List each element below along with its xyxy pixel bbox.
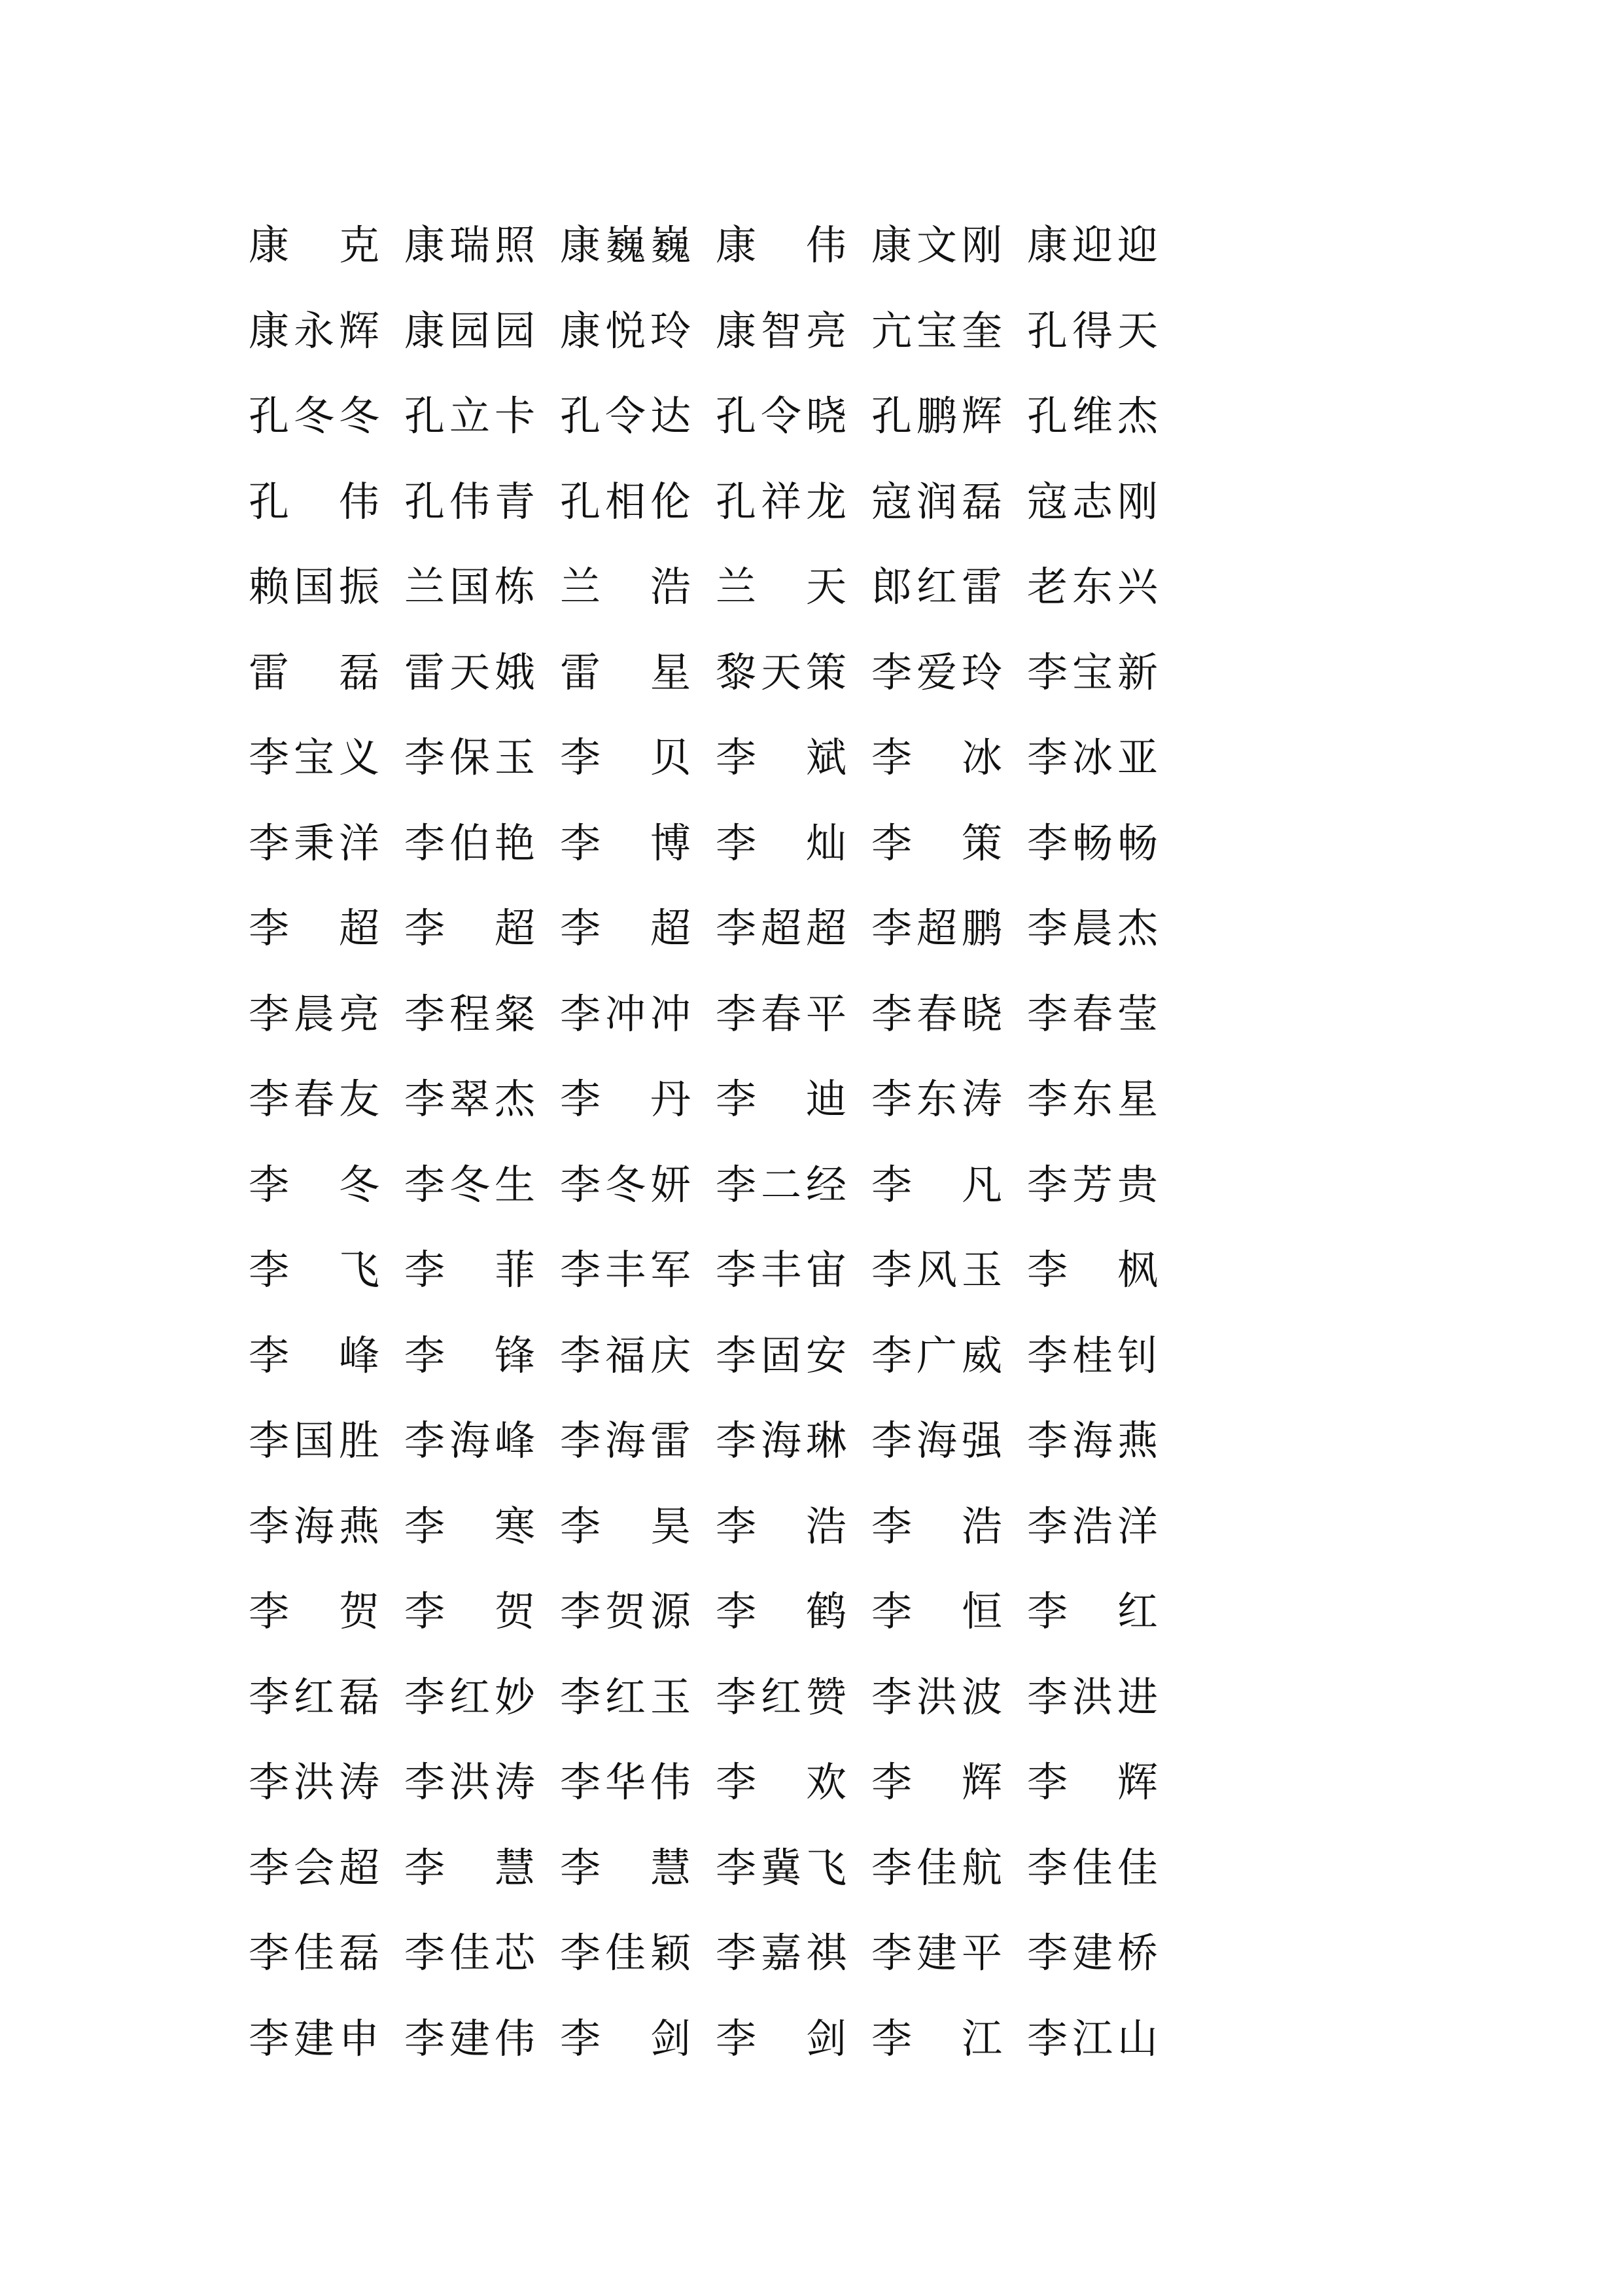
name-entry: 李 洪 涛 xyxy=(404,1758,536,1806)
name-entry: 李 红 妙 xyxy=(404,1672,536,1721)
name-entry: 康 巍 巍 xyxy=(560,221,691,269)
name-entry: 李 东 涛 xyxy=(871,1075,1003,1123)
name-entry: 李 洪 波 xyxy=(871,1672,1003,1721)
name-entry: 李 秉 洋 xyxy=(249,819,380,867)
name-entry: 李 超 xyxy=(404,904,536,952)
name-entry: 李 会 超 xyxy=(249,1843,380,1892)
name-entry: 李 浩 xyxy=(716,1502,847,1550)
name-entry: 李 冰 xyxy=(871,733,1003,781)
name-entry: 李 畅 畅 xyxy=(1027,819,1159,867)
name-entry: 孔 立 卡 xyxy=(404,392,536,440)
name-entry: 李 辉 xyxy=(1027,1758,1159,1806)
name-entry: 李 海 峰 xyxy=(404,1417,536,1464)
name-entry: 雷 天 娥 xyxy=(404,648,536,696)
name-entry: 李 红 磊 xyxy=(249,1672,380,1721)
name-entry: 李 峰 xyxy=(249,1331,380,1379)
name-entry: 孔 鹏 辉 xyxy=(871,392,1003,440)
name-entry: 李 二 经 xyxy=(716,1160,847,1209)
name-entry: 李 博 xyxy=(560,819,691,867)
name-entry: 李 晨 亮 xyxy=(249,989,380,1038)
name-entry: 郎 红 雷 xyxy=(871,563,1003,610)
name-entry: 李 伯 艳 xyxy=(404,819,536,867)
name-entry: 孔 相 伦 xyxy=(560,477,691,525)
name-entry: 李 剑 xyxy=(716,2014,847,2062)
name-entry: 兰 天 xyxy=(716,563,847,610)
name-entry: 李 超 xyxy=(249,904,380,952)
name-entry: 孔 冬 冬 xyxy=(249,392,380,440)
name-entry: 李 国 胜 xyxy=(249,1417,380,1464)
name-entry: 李 飞 xyxy=(249,1246,380,1294)
name-entry: 康 永 辉 xyxy=(249,306,380,355)
name-entry: 李 嘉 祺 xyxy=(716,1929,847,1977)
name-entry: 李 冬 生 xyxy=(404,1160,536,1209)
name-entry: 李 菲 xyxy=(404,1246,536,1294)
name-entry: 孔 伟 青 xyxy=(404,477,536,525)
name-entry: 李 冰 亚 xyxy=(1027,733,1159,781)
name-entry: 黎 天 策 xyxy=(716,648,847,696)
name-entry: 康 园 园 xyxy=(404,306,536,355)
name-entry: 李 东 星 xyxy=(1027,1075,1159,1123)
name-entry: 康 悦 玲 xyxy=(560,306,691,355)
name-entry: 李 宝 新 xyxy=(1027,648,1159,696)
name-entry: 李 昊 xyxy=(560,1502,691,1550)
name-entry: 李 程 粲 xyxy=(404,989,536,1038)
name-entry: 李 海 燕 xyxy=(1027,1417,1159,1464)
name-entry: 老 东 兴 xyxy=(1027,563,1159,610)
name-entry: 李 洪 进 xyxy=(1027,1672,1159,1721)
name-entry: 李 海 雷 xyxy=(560,1417,691,1464)
name-entry: 李 灿 xyxy=(716,819,847,867)
name-entry: 李 红 玉 xyxy=(560,1672,691,1721)
name-entry: 寇 润 磊 xyxy=(871,477,1003,525)
name-entry: 康 瑞 照 xyxy=(404,221,536,269)
name-entry: 李 斌 xyxy=(716,733,847,781)
name-entry: 李 寒 xyxy=(404,1502,536,1550)
name-entry: 李 浩 xyxy=(871,1502,1003,1550)
name-entry: 李 贺 源 xyxy=(560,1587,691,1635)
name-entry: 李 保 玉 xyxy=(404,733,536,781)
name-entry: 李 春 莹 xyxy=(1027,989,1159,1038)
name-entry: 兰 国 栋 xyxy=(404,563,536,610)
name-entry: 李 桂 钊 xyxy=(1027,1331,1159,1379)
name-entry: 李 丰 宙 xyxy=(716,1246,847,1294)
name-entry: 李 佳 航 xyxy=(871,1843,1003,1892)
name-entry: 雷 磊 xyxy=(249,648,380,696)
name-entry: 李 江 山 xyxy=(1027,2014,1159,2062)
name-entry: 李 迪 xyxy=(716,1075,847,1123)
name-entry: 李 爱 玲 xyxy=(871,648,1003,696)
name-entry: 李 慧 xyxy=(404,1843,536,1892)
name-entry: 李 贺 xyxy=(249,1587,380,1635)
name-entry: 孔 令 达 xyxy=(560,392,691,440)
name-entry: 李 福 庆 xyxy=(560,1331,691,1379)
name-entry: 李 丰 军 xyxy=(560,1246,691,1294)
name-entry: 李 丹 xyxy=(560,1075,691,1123)
name-entry: 李 海 琳 xyxy=(716,1417,847,1464)
name-entry: 寇 志 刚 xyxy=(1027,477,1159,525)
name-entry: 李 剑 xyxy=(560,2014,691,2062)
name-entry: 李 贝 xyxy=(560,733,691,781)
name-entry: 李 超 xyxy=(560,904,691,952)
name-entry: 李 建 申 xyxy=(249,2014,380,2062)
name-entry: 李 春 友 xyxy=(249,1075,380,1123)
name-entry: 兰 浩 xyxy=(560,563,691,610)
name-entry: 李 浩 洋 xyxy=(1027,1502,1159,1550)
name-entry: 李 鹤 xyxy=(716,1587,847,1635)
name-entry: 康 伟 xyxy=(716,221,847,269)
name-entry: 李 红 赞 xyxy=(716,1672,847,1721)
name-entry: 李 固 安 xyxy=(716,1331,847,1379)
name-entry: 孔 得 天 xyxy=(1027,306,1159,355)
name-entry: 亢 宝 奎 xyxy=(871,306,1003,355)
name-entry: 李 枫 xyxy=(1027,1246,1159,1294)
name-entry: 李 风 玉 xyxy=(871,1246,1003,1294)
name-entry: 李 冀 飞 xyxy=(716,1843,847,1892)
name-entry: 李 佳 芯 xyxy=(404,1929,536,1977)
name-entry: 李 冬 xyxy=(249,1160,380,1209)
name-entry: 李 冲 冲 xyxy=(560,989,691,1038)
name-entry: 李 洪 涛 xyxy=(249,1758,380,1806)
name-entry: 李 佳 颖 xyxy=(560,1929,691,1977)
name-entry: 孔 令 晓 xyxy=(716,392,847,440)
name-entry: 康 迎 迎 xyxy=(1027,221,1159,269)
name-entry: 康 智 亮 xyxy=(716,306,847,355)
name-entry: 李 欢 xyxy=(716,1758,847,1806)
name-entry: 李 佳 磊 xyxy=(249,1929,380,1977)
name-entry: 雷 星 xyxy=(560,648,691,696)
name-entry: 李 建 伟 xyxy=(404,2014,536,2062)
name-entry: 李 佳 佳 xyxy=(1027,1843,1159,1892)
name-entry: 李 芳 贵 xyxy=(1027,1160,1159,1209)
name-entry: 李 海 强 xyxy=(871,1417,1003,1464)
name-entry: 李 凡 xyxy=(871,1160,1003,1209)
name-entry: 李 慧 xyxy=(560,1843,691,1892)
name-entry: 李 锋 xyxy=(404,1331,536,1379)
name-entry: 李 春 晓 xyxy=(871,989,1003,1038)
name-entry: 李 超 鹏 xyxy=(871,904,1003,952)
name-entry: 李 恒 xyxy=(871,1587,1003,1635)
name-entry: 李 建 桥 xyxy=(1027,1929,1159,1977)
name-entry: 孔 伟 xyxy=(249,477,380,525)
name-list xyxy=(249,203,1158,2081)
name-entry: 李 冬 妍 xyxy=(560,1160,691,1209)
name-entry: 李 春 平 xyxy=(716,989,847,1038)
name-entry: 李 建 平 xyxy=(871,1929,1003,1977)
name-entry: 康 克 xyxy=(249,221,380,269)
name-entry: 李 翠 杰 xyxy=(404,1075,536,1123)
name-entry: 李 广 威 xyxy=(871,1331,1003,1379)
name-entry: 李 江 xyxy=(871,2014,1003,2062)
name-entry: 李 红 xyxy=(1027,1587,1159,1635)
name-entry: 康 文 刚 xyxy=(871,221,1003,269)
name-entry: 李 华 伟 xyxy=(560,1758,691,1806)
name-entry: 李 晨 杰 xyxy=(1027,904,1159,952)
name-entry: 李 贺 xyxy=(404,1587,536,1635)
name-entry: 孔 维 杰 xyxy=(1027,392,1159,440)
name-entry: 孔 祥 龙 xyxy=(716,477,847,525)
name-entry: 李 海 燕 xyxy=(249,1502,380,1550)
name-entry: 赖 国 振 xyxy=(249,563,380,610)
name-entry: 李 超 超 xyxy=(716,904,847,952)
name-entry: 李 策 xyxy=(871,819,1003,867)
name-entry: 李 宝 义 xyxy=(249,733,380,781)
name-entry: 李 辉 xyxy=(871,1758,1003,1806)
